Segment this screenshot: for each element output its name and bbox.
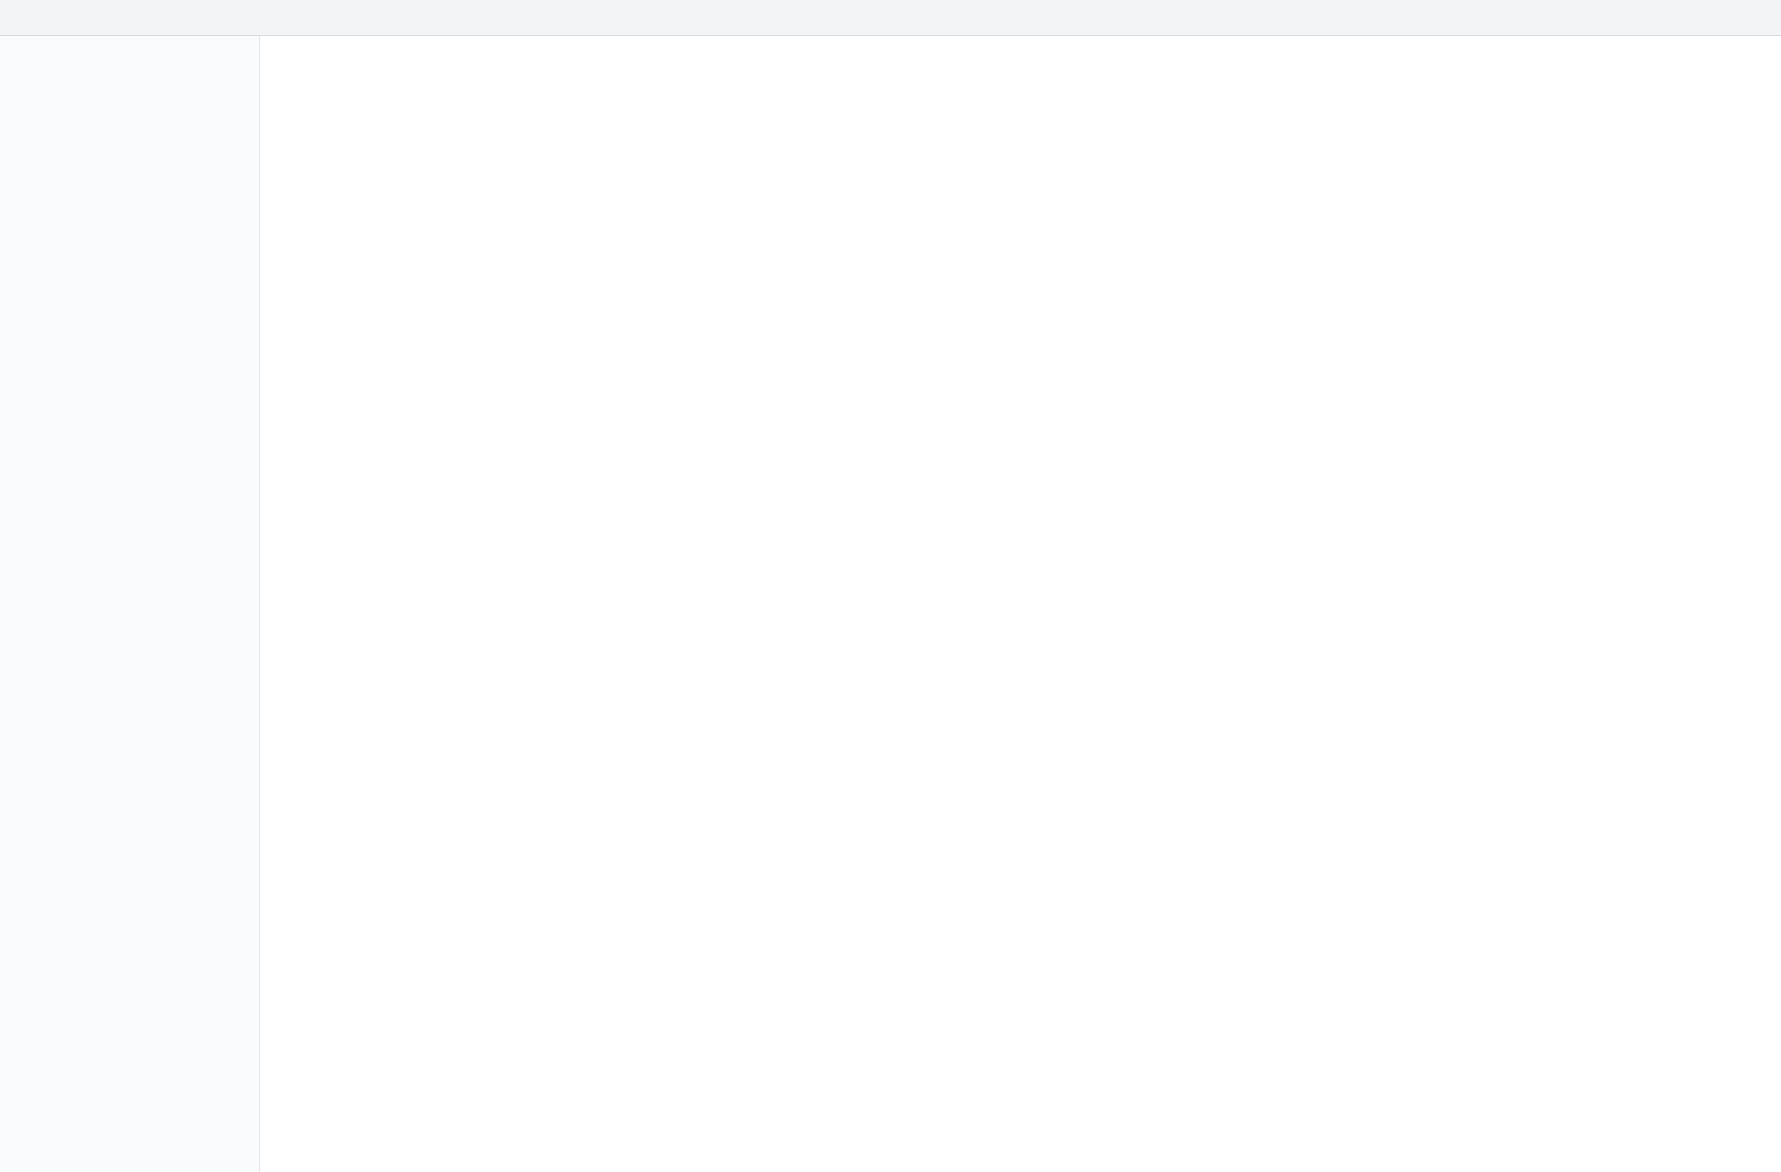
main-panel	[260, 36, 1781, 1172]
sidebar	[0, 36, 260, 1172]
title-bar	[0, 0, 1781, 36]
page-title	[292, 60, 1749, 88]
main-content	[292, 104, 1749, 124]
app-body	[0, 36, 1781, 1172]
